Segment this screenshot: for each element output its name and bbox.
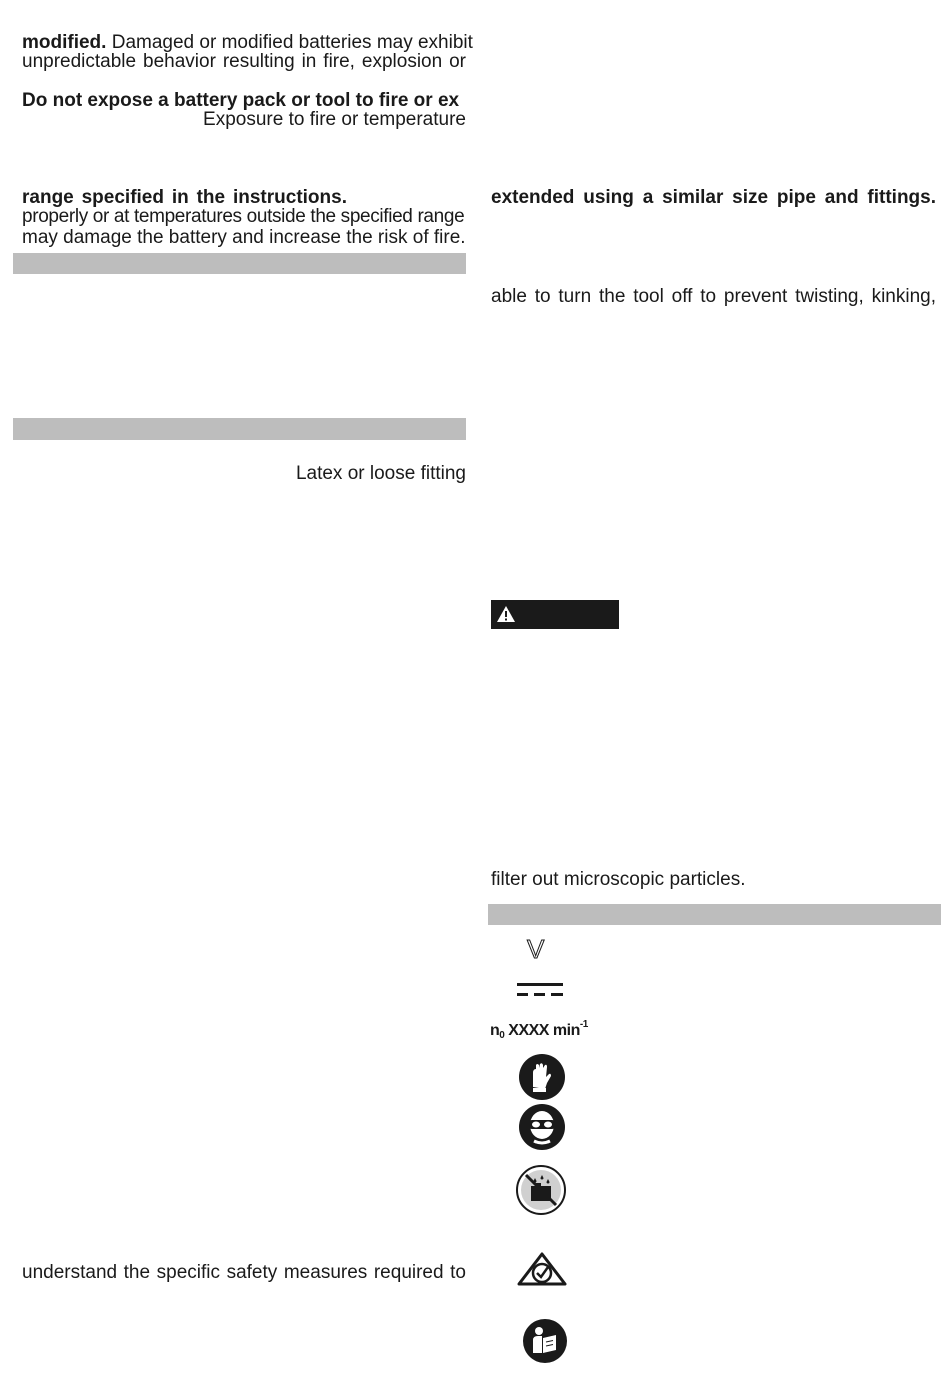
no-load-speed [490,1015,588,1046]
read-manual-icon [522,1318,568,1364]
right-line-2: able to turn the tool off to prevent twisting, kinking, [491,286,936,307]
volts-symbol: V [527,934,545,964]
speed-superscript: -1 [579,1019,588,1030]
left-line-1 [22,32,473,53]
left-line-1-bold: modified. [22,32,107,53]
left-line-4: Exposure to fire or temperature [203,109,466,130]
left-line-7: may damage the battery and increase the risk of fire. [22,227,466,248]
warning-label-box [491,600,619,629]
section-bar-2 [13,418,466,440]
left-line-9: understand the specific safety measures required to [22,1262,466,1283]
left-line-3: Do not expose a battery pack or tool to fire or ex [22,90,460,111]
left-line-1-text: Damaged or modified batteries may exhibit [106,32,473,53]
left-line-5: range specified in the instructions. [22,187,347,208]
section-bar-3 [488,904,941,925]
right-line-3: filter out microscopic particles. [491,869,746,890]
speed-text: XXXX min [504,1022,580,1039]
speed-n: n [490,1022,500,1039]
speed-subscript: 0 [499,1030,505,1041]
section-bar-1 [13,253,466,274]
no-rain-icon [515,1164,567,1216]
left-line-6: properly or at temperatures outside the specified range [22,206,465,227]
eye-protection-icon [518,1103,566,1151]
left-line-8: Latex or loose fitting [295,463,466,484]
gloves-icon [518,1053,566,1101]
right-line-1: extended using a similar size pipe and fittings. [491,187,936,208]
rcm-mark-icon [517,1252,567,1286]
dc-current-icon [517,983,563,997]
warning-triangle-icon [496,605,516,623]
left-line-2: unpredictable behavior resulting in fire, explosion or [22,51,466,72]
